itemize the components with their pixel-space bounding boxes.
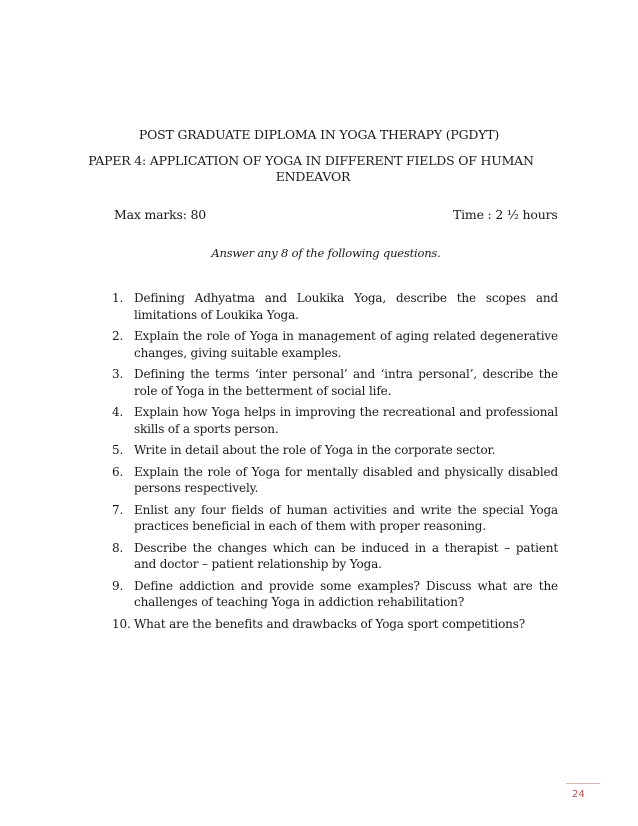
question-number: 2. [112,329,124,343]
document-title: POST GRADUATE DIPLOMA IN YOGA THERAPY (PGDYT) [138,127,500,142]
question-text: Describe the changes which can be induced in a therapist – patient and doctor – patient relationship by Yoga. [134,540,558,571]
question-item [112,366,558,399]
exam-duration: Time : 2 ½ hours [453,207,558,222]
question-text: What are the benefits and drawbacks of Yoga sport competitions? [134,616,526,631]
question-item [112,464,558,497]
question-item [112,290,558,323]
question-item [112,540,558,573]
max-marks: Max marks: 80 [114,207,207,222]
question-number: 1. [112,291,124,305]
question-number: 6. [112,464,124,479]
question-item [112,616,558,633]
question-text: Explain the role of Yoga for mentally disabled and physically disabled persons respectively. [134,464,558,495]
question-text: Write in detail about the role of Yoga in the corporate sector. [134,443,496,457]
question-text: Explain the role of Yoga in management of aging related degenerative changes, giving suitable examples. [134,329,558,360]
question-item [112,442,558,459]
page-number: 24 [572,789,585,800]
question-item [112,404,558,437]
question-text: Define addiction and provide some examples? Discuss what are the challenges of teaching Yoga in addiction rehabilitation? [134,578,558,609]
exam-instruction: Answer any 8 of the following questions. [211,246,441,260]
question-list [112,290,558,637]
question-text: Explain how Yoga helps in improving the recreational and professional skills of a sports person. [134,405,558,436]
footer-divider [566,783,600,784]
question-number: 4. [112,405,124,419]
question-number: 9. [112,578,124,593]
question-number: 10. [112,616,131,631]
question-text: Defining Adhyatma and Loukika Yoga, describe the scopes and limitations of Loukika Yoga. [134,291,558,322]
paper-title-line1: PAPER 4: APPLICATION OF YOGA IN DIFFERENT FIELDS OF HUMAN [88,153,534,168]
question-text: Defining the terms ‘inter personal’ and ‘intra personal’, describe the role of Yoga in the betterment of social life. [134,367,558,398]
question-item [112,578,558,611]
question-number: 5. [112,443,124,457]
question-number: 8. [112,540,124,555]
question-number: 3. [112,367,124,381]
question-item [112,328,558,361]
paper-title-line2: ENDEAVOR [275,169,351,184]
question-item [112,502,558,535]
question-text: Enlist any four fields of human activities and write the special Yoga practices beneficial in each of them with proper reasoning. [134,502,558,533]
question-number: 7. [112,502,124,517]
